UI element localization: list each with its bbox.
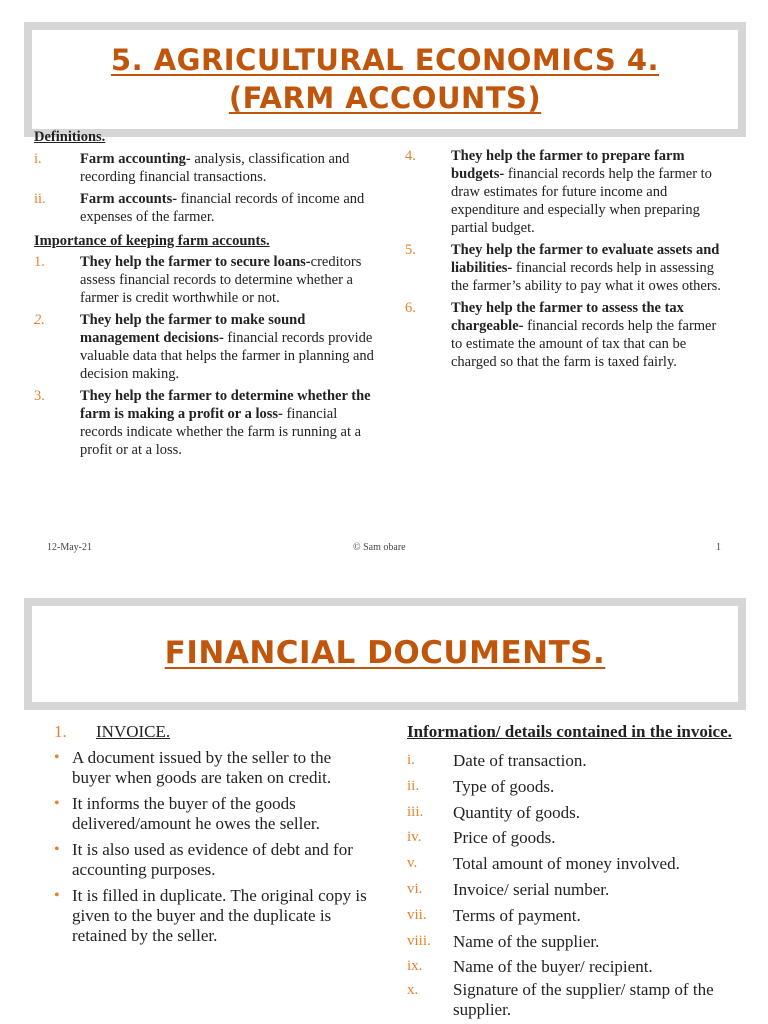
details-item [407, 877, 743, 903]
bullet-icon: • [54, 749, 60, 766]
definition-item [34, 150, 382, 186]
invoice-number: 1. [54, 722, 67, 741]
title-box [32, 606, 738, 702]
definition-number: ii. [34, 191, 46, 207]
importance-number: 3. [34, 388, 45, 404]
footer-page-number: 1 [716, 542, 721, 553]
importance-item [34, 387, 382, 459]
title-box [32, 30, 738, 129]
importance-text: financial records help in assessing the farmer’s ability to pay what it owes others. [451, 260, 721, 294]
importance-term: They help the farmer to determine whether the farm is making a profit or a loss- [80, 388, 371, 422]
invoice-heading-row [52, 722, 372, 742]
details-number: i. [407, 752, 415, 768]
details-number: x. [407, 982, 419, 999]
definitions-heading: Definitions. [34, 129, 106, 145]
left-column [34, 128, 382, 463]
importance-term: They help the farmer to evaluate assets and liabilities- [451, 242, 720, 276]
invoice-bullet [52, 886, 372, 946]
importance-number: 6. [405, 300, 416, 316]
invoice-bullet [52, 748, 372, 788]
details-item [407, 825, 743, 851]
details-item [407, 851, 743, 877]
importance-item [34, 311, 382, 383]
details-text: Price of goods. [453, 828, 556, 848]
invoice-column [52, 722, 372, 952]
definition-text: analysis, classification and recording financial transactions. [80, 151, 350, 185]
slide-title-line-1: 5. AGRICULTURAL ECONOMICS 4. [110, 43, 660, 78]
importance-heading: Importance of keeping farm accounts. [34, 233, 270, 249]
details-text: Name of the buyer/ recipient. [453, 957, 653, 977]
footer-date: 12-May-21 [47, 542, 92, 553]
bullet-text: It is also used as evidence of debt and for accounting purposes. [72, 840, 353, 879]
importance-text: financial records help the farmer to draw estimates for future income and expenditure and especially when preparing partial budget. [451, 166, 712, 236]
details-number: vii. [407, 906, 427, 923]
importance-number: 4. [405, 148, 416, 164]
bullet-icon: • [54, 795, 60, 812]
details-number: iv. [407, 829, 422, 846]
details-number: ii. [407, 777, 420, 794]
importance-item [405, 147, 725, 237]
details-number: iii. [407, 803, 424, 820]
details-text: Quantity of goods. [453, 802, 581, 822]
details-text: Invoice/ serial number. [453, 879, 610, 899]
bullet-text: It informs the buyer of the goods delivered/amount he owes the seller. [72, 794, 320, 833]
importance-term: They help the farmer to secure loans- [80, 254, 311, 270]
bullet-icon: • [54, 841, 60, 858]
slide-title: FINANCIAL DOCUMENTS. [164, 635, 606, 672]
details-item [407, 980, 743, 1020]
details-item [407, 903, 743, 929]
title-frame [24, 598, 746, 710]
details-item [407, 774, 743, 800]
invoice-bullet [52, 794, 372, 834]
details-text: Name of the supplier. [453, 931, 600, 951]
details-number: vi. [407, 880, 423, 897]
slide-title-line-2: (FARM ACCOUNTS) [228, 80, 542, 115]
definition-item [34, 190, 382, 226]
details-item [407, 954, 743, 980]
importance-text: financial records help the farmer to estimate the amount of tax that can be charged so that the farm is taxed fairly. [451, 318, 717, 370]
definition-term: Farm accounts- [80, 191, 178, 207]
footer-author: © Sam obare [353, 542, 406, 553]
importance-item [405, 241, 725, 295]
details-item [407, 929, 743, 955]
details-number: viii. [407, 932, 431, 949]
importance-text: financial records provide valuable data that helps the farmer in planning and decision making. [80, 330, 374, 382]
importance-number: 2. [34, 312, 45, 328]
invoice-heading: INVOICE. [96, 722, 171, 741]
bullet-text: It is filled in duplicate. The original copy is given to the buyer and the duplicate is retained by the seller. [72, 886, 367, 945]
importance-term: They help the farmer to make sound management decisions- [80, 312, 306, 346]
importance-number: 5. [405, 242, 416, 258]
importance-text: creditors assess financial records to determine whether a farmer is credit worthwhile or not. [80, 254, 362, 306]
bullet-icon: • [54, 887, 60, 904]
importance-term: They help the farmer to prepare farm budgets- [451, 148, 685, 182]
importance-term: They help the farmer to assess the tax chargeable- [451, 300, 684, 334]
bullet-text: A document issued by the seller to the buyer when goods are taken on credit. [72, 748, 332, 787]
details-text: Total amount of money involved. [453, 854, 680, 874]
definition-text: financial records of income and expenses of the farmer. [80, 191, 365, 225]
details-text: Terms of payment. [453, 905, 581, 925]
details-text: Type of goods. [453, 776, 555, 796]
slide-2 [0, 598, 768, 1024]
details-number: ix. [407, 958, 423, 975]
title-frame [24, 22, 746, 137]
details-number: v. [407, 855, 418, 872]
invoice-bullet [52, 840, 372, 880]
definition-number: i. [34, 151, 42, 167]
importance-number: 1. [34, 254, 45, 270]
right-column [405, 147, 725, 375]
definition-term: Farm accounting- [80, 151, 191, 167]
details-column [407, 722, 743, 1020]
importance-item [405, 299, 725, 371]
details-item [407, 800, 743, 826]
details-heading: Information/ details contained in the invoice. [407, 722, 732, 741]
details-text: Date of transaction. [453, 751, 587, 770]
importance-item [34, 253, 382, 307]
importance-text: financial records indicate whether the farm is running at a profit or at a loss. [80, 406, 362, 458]
details-text: Signature of the supplier/ stamp of the supplier. [453, 980, 714, 1020]
details-item [407, 748, 743, 774]
